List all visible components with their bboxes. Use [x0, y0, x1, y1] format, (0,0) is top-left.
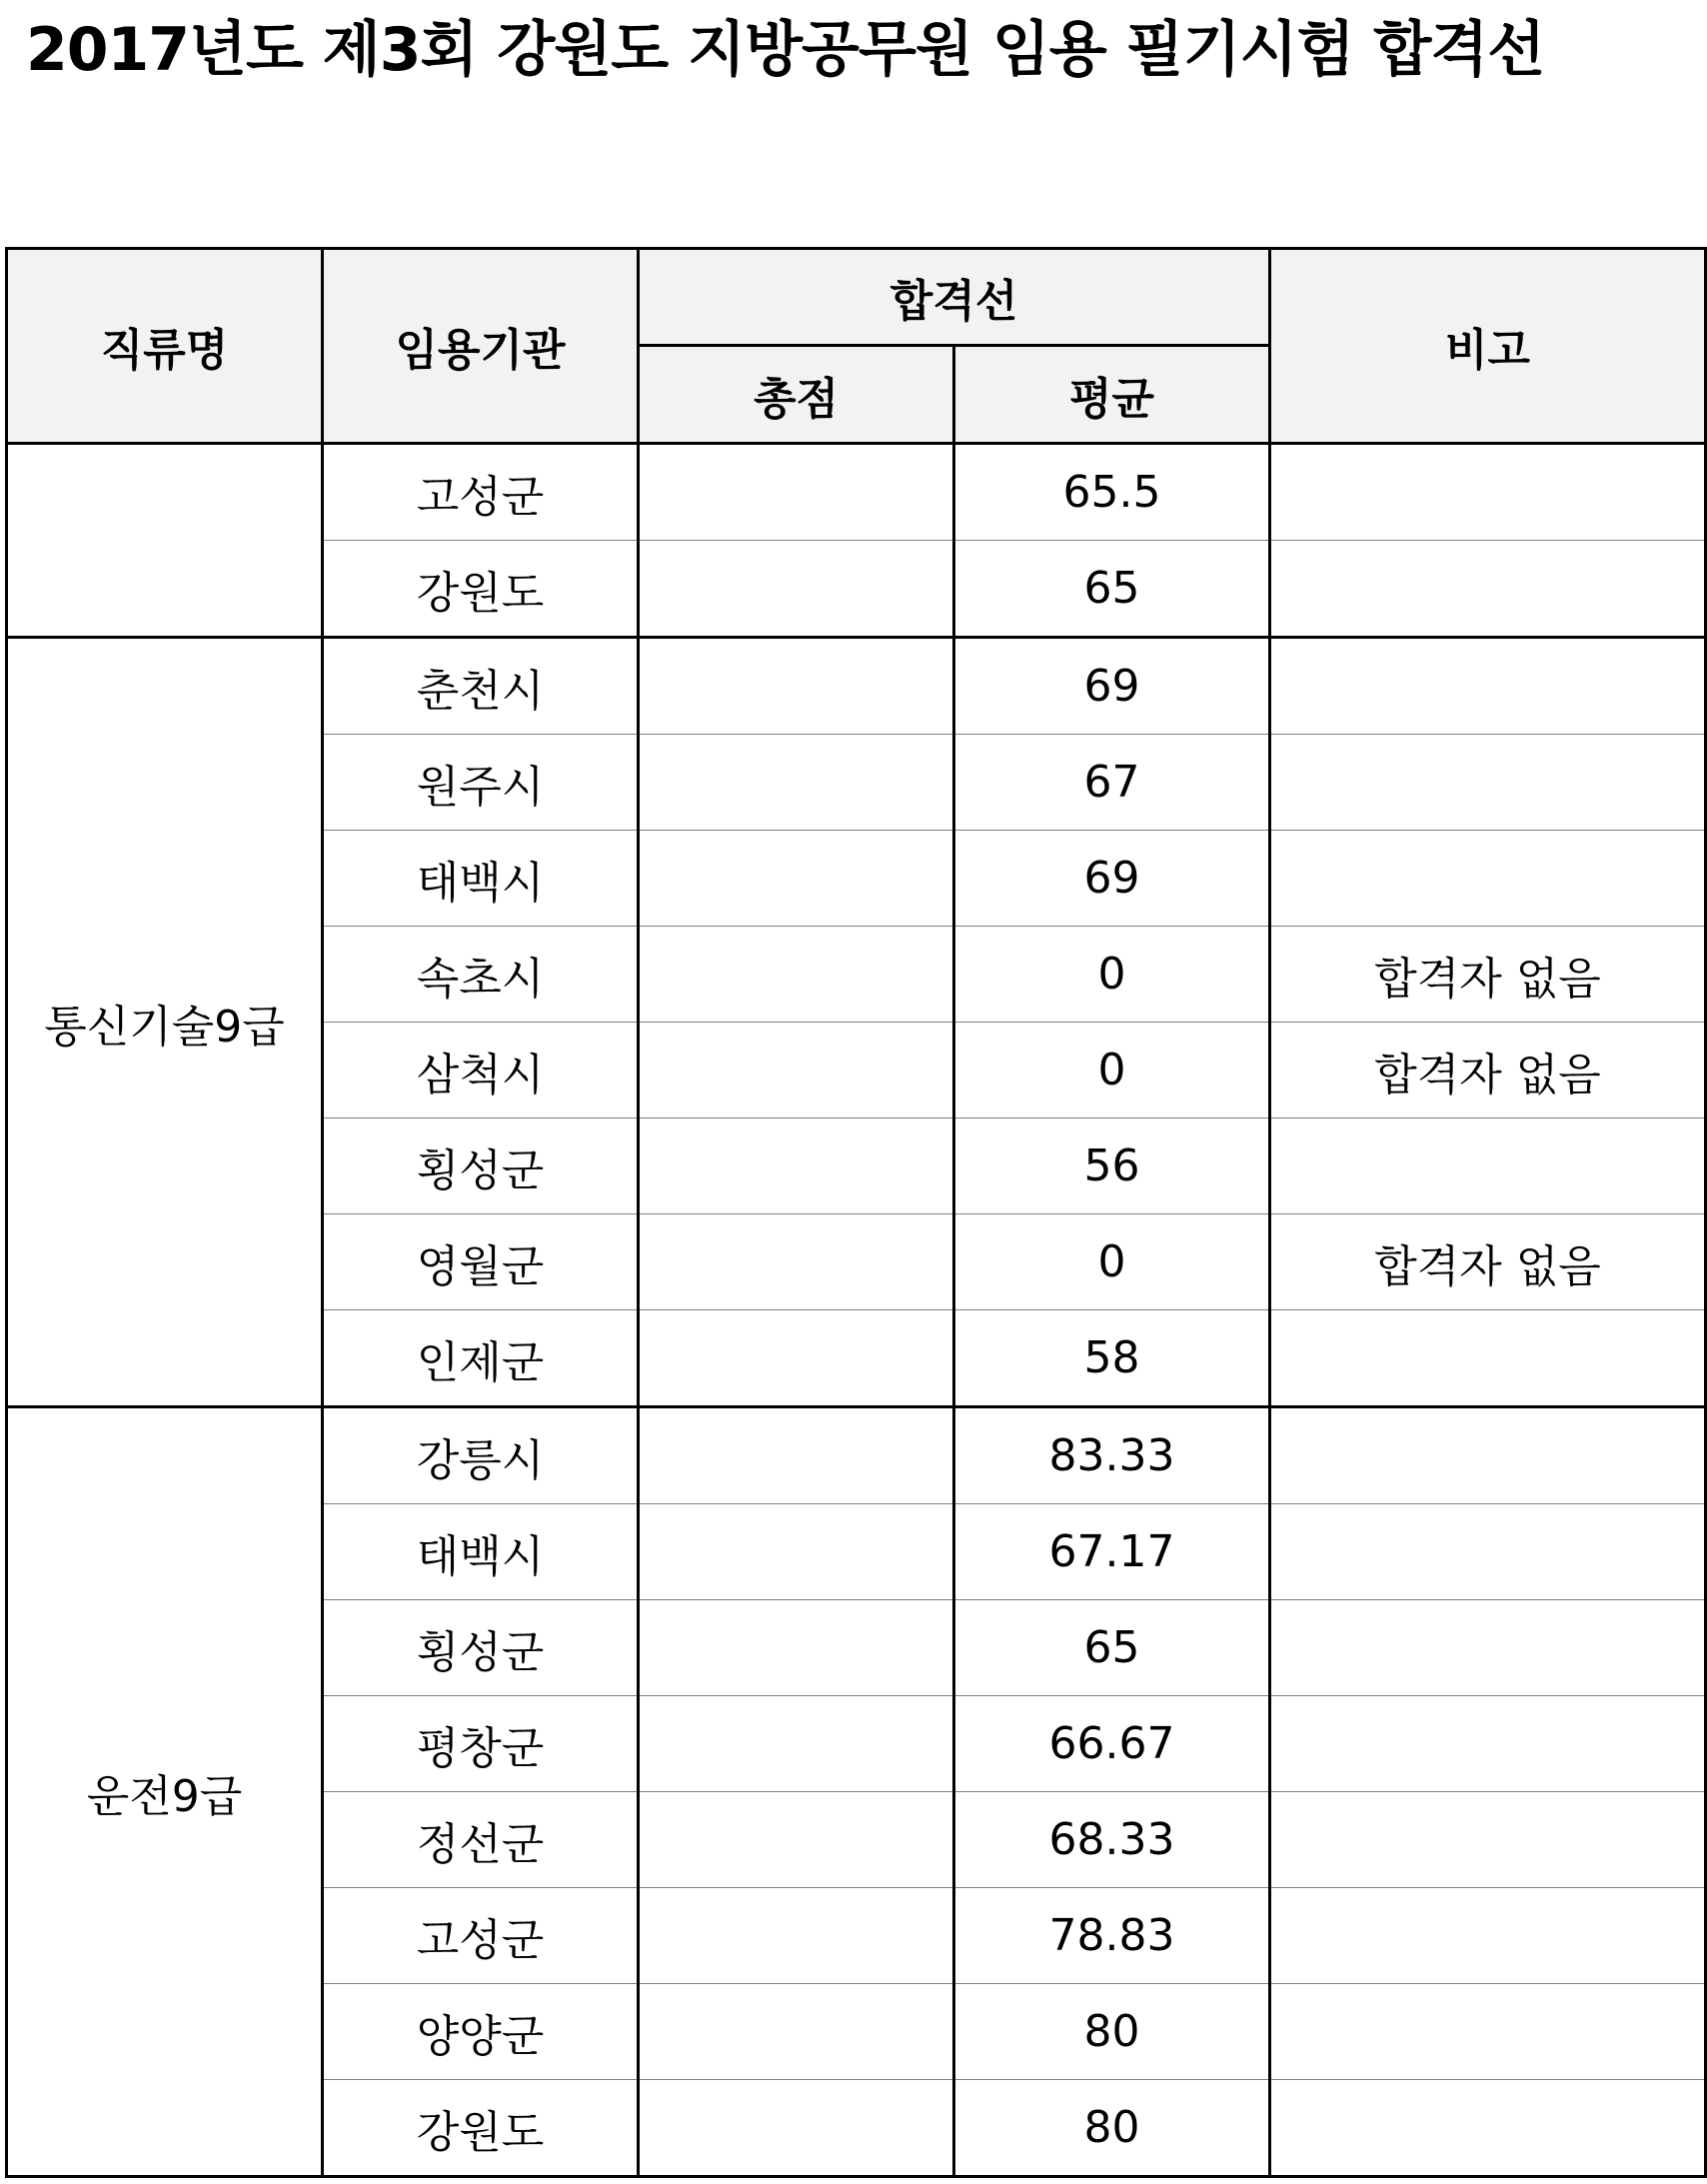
average-cell: 69 [954, 831, 1270, 927]
average-cell: 78.83 [954, 1888, 1270, 1984]
remarks-cell [1270, 1310, 1706, 1407]
average-cell: 68.33 [954, 1792, 1270, 1888]
agency-cell: 춘천시 [323, 638, 639, 735]
average-cell: 67.17 [954, 1504, 1270, 1600]
total-score-cell [639, 735, 954, 831]
remarks-cell [1270, 1696, 1706, 1792]
average-cell: 65 [954, 1600, 1270, 1696]
total-score-cell [639, 1407, 954, 1504]
average-cell: 67 [954, 735, 1270, 831]
total-score-cell [639, 1984, 954, 2080]
remarks-cell [1270, 1118, 1706, 1214]
remarks-cell: 합격자 없음 [1270, 1214, 1706, 1310]
agency-cell: 고성군 [323, 1888, 639, 1984]
job-category-cell: 통신기술9급 [7, 638, 323, 1407]
remarks-cell [1270, 541, 1706, 638]
agency-cell: 영월군 [323, 1214, 639, 1310]
total-score-cell [639, 444, 954, 541]
job-category-cell: 운전9급 [7, 1407, 323, 2177]
header-cutoff: 합격선 [639, 249, 1270, 346]
total-score-cell [639, 2080, 954, 2177]
agency-cell: 강원도 [323, 2080, 639, 2177]
total-score-cell [639, 927, 954, 1023]
job-category-cell [7, 444, 323, 638]
agency-cell: 강릉시 [323, 1407, 639, 1504]
total-score-cell [639, 1310, 954, 1407]
average-cell: 56 [954, 1118, 1270, 1214]
agency-cell: 평창군 [323, 1696, 639, 1792]
remarks-cell [1270, 1407, 1706, 1504]
average-cell: 0 [954, 927, 1270, 1023]
remarks-cell [1270, 831, 1706, 927]
average-cell: 65 [954, 541, 1270, 638]
average-cell: 0 [954, 1214, 1270, 1310]
table-row [7, 444, 1706, 541]
total-score-cell [639, 1600, 954, 1696]
header-remarks: 비고 [1270, 249, 1706, 444]
remarks-cell [1270, 1504, 1706, 1600]
average-cell: 80 [954, 1984, 1270, 2080]
average-cell: 0 [954, 1023, 1270, 1118]
agency-cell: 원주시 [323, 735, 639, 831]
header-agency: 임용기관 [323, 249, 639, 444]
remarks-cell [1270, 2080, 1706, 2177]
remarks-cell [1270, 735, 1706, 831]
total-score-cell [639, 1888, 954, 1984]
remarks-cell [1270, 444, 1706, 541]
remarks-cell [1270, 1792, 1706, 1888]
average-cell: 66.67 [954, 1696, 1270, 1792]
agency-cell: 횡성군 [323, 1118, 639, 1214]
average-cell: 83.33 [954, 1407, 1270, 1504]
agency-cell: 태백시 [323, 1504, 639, 1600]
remarks-cell: 합격자 없음 [1270, 1023, 1706, 1118]
remarks-cell [1270, 1600, 1706, 1696]
average-cell: 80 [954, 2080, 1270, 2177]
total-score-cell [639, 1696, 954, 1792]
total-score-cell [639, 831, 954, 927]
total-score-cell [639, 541, 954, 638]
agency-cell: 속초시 [323, 927, 639, 1023]
page-title: 2017년도 제3회 강원도 지방공무원 임용 필기시험 합격선 [26, 15, 1545, 85]
average-cell: 58 [954, 1310, 1270, 1407]
agency-cell: 양양군 [323, 1984, 639, 2080]
header-total-score: 총점 [639, 346, 954, 444]
agency-cell: 고성군 [323, 444, 639, 541]
header-average: 평균 [954, 346, 1270, 444]
total-score-cell [639, 1504, 954, 1600]
total-score-cell [639, 1792, 954, 1888]
remarks-cell [1270, 1888, 1706, 1984]
remarks-cell [1270, 1984, 1706, 2080]
total-score-cell [639, 1023, 954, 1118]
average-cell: 65.5 [954, 444, 1270, 541]
table-header [7, 249, 1706, 444]
average-cell: 69 [954, 638, 1270, 735]
table-row [7, 638, 1706, 735]
total-score-cell [639, 1214, 954, 1310]
agency-cell: 태백시 [323, 831, 639, 927]
remarks-cell: 합격자 없음 [1270, 927, 1706, 1023]
agency-cell: 횡성군 [323, 1600, 639, 1696]
header-job-category: 직류명 [7, 249, 323, 444]
agency-cell: 강원도 [323, 541, 639, 638]
remarks-cell [1270, 638, 1706, 735]
agency-cell: 정선군 [323, 1792, 639, 1888]
agency-cell: 삼척시 [323, 1023, 639, 1118]
total-score-cell [639, 638, 954, 735]
agency-cell: 인제군 [323, 1310, 639, 1407]
total-score-cell [639, 1118, 954, 1214]
table-body [7, 444, 1706, 2177]
table-row [7, 1407, 1706, 1504]
cutoff-table [5, 247, 1707, 2178]
